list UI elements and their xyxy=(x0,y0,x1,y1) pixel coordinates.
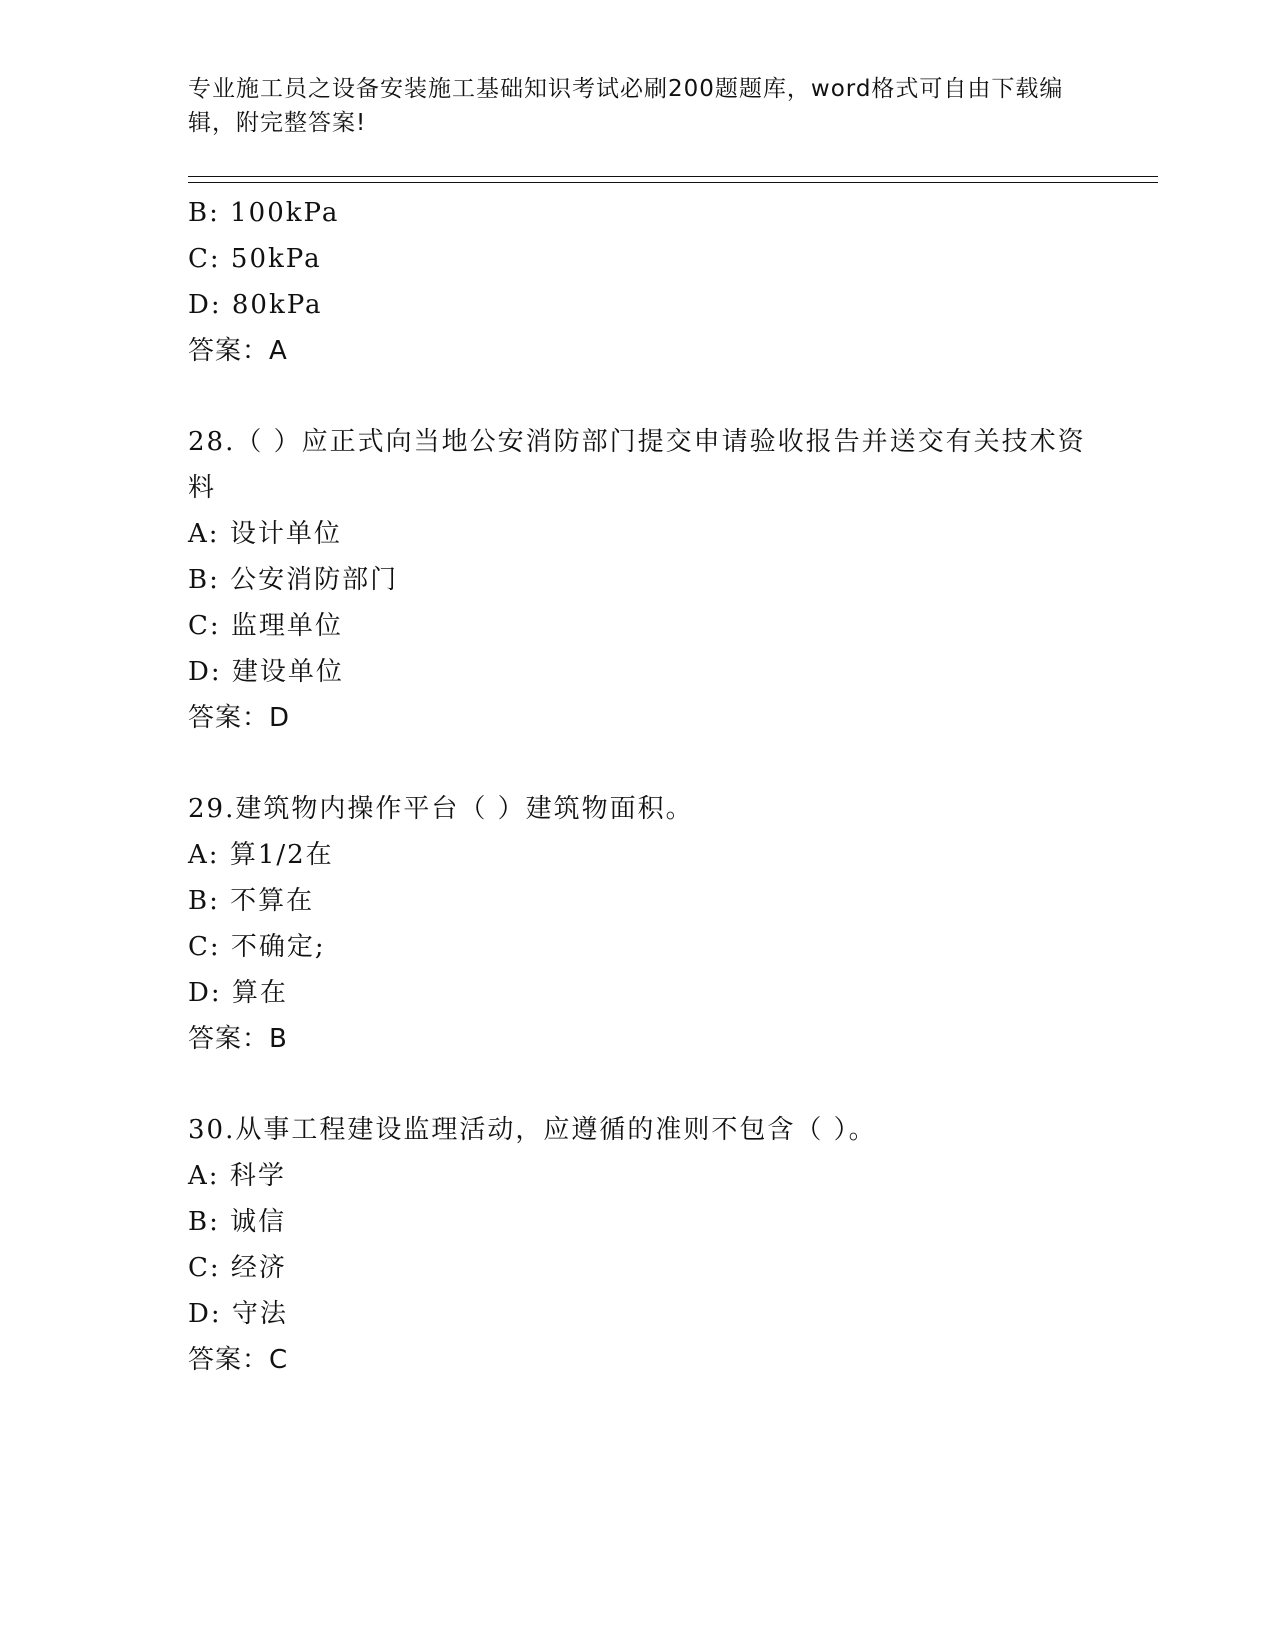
option-a: A: 算1/2在 xyxy=(188,840,334,870)
answer: 答案：B xyxy=(188,1024,288,1054)
option-d: D: 守法 xyxy=(188,1299,288,1329)
question-27-tail xyxy=(188,190,1088,374)
question-30 xyxy=(188,1107,1088,1383)
option-d: D: 80kPa xyxy=(188,290,323,320)
option-c: C: 50kPa xyxy=(188,244,322,274)
question-stem: 29.建筑物内操作平台（ ）建筑物面积。 xyxy=(188,794,694,824)
option-a: A: 科学 xyxy=(188,1161,286,1191)
question-28 xyxy=(188,419,1088,741)
option-c: C: 监理单位 xyxy=(188,611,343,641)
option-c: C: 不确定; xyxy=(188,932,326,962)
document-title: 专业施工员之设备安装施工基础知识考试必刷200题题库，word格式可自由下载编辑，附完整答案! xyxy=(188,76,1064,136)
option-d: D: 建设单位 xyxy=(188,657,344,687)
option-c: C: 经济 xyxy=(188,1253,287,1283)
question-stem: 28.（ ）应正式向当地公安消防部门提交申请验收报告并送交有关技术资料 xyxy=(188,427,1086,503)
answer: 答案：C xyxy=(188,1345,289,1375)
header-rule-top xyxy=(188,176,1158,177)
option-b: B: 诚信 xyxy=(188,1207,287,1237)
option-b: B: 公安消防部门 xyxy=(188,565,399,595)
answer: 答案：D xyxy=(188,703,291,733)
option-d: D: 算在 xyxy=(188,978,288,1008)
option-b: B: 100kPa xyxy=(188,198,340,228)
question-stem: 30.从事工程建设监理活动，应遵循的准则不包含（ ）。 xyxy=(188,1115,877,1145)
question-29 xyxy=(188,786,1088,1062)
question-list xyxy=(188,190,1088,1383)
header-rule-bottom xyxy=(188,182,1158,183)
option-b: B: 不算在 xyxy=(188,886,315,916)
option-a: A: 设计单位 xyxy=(188,519,342,549)
answer: 答案：A xyxy=(188,336,288,366)
document-header xyxy=(188,72,1088,140)
